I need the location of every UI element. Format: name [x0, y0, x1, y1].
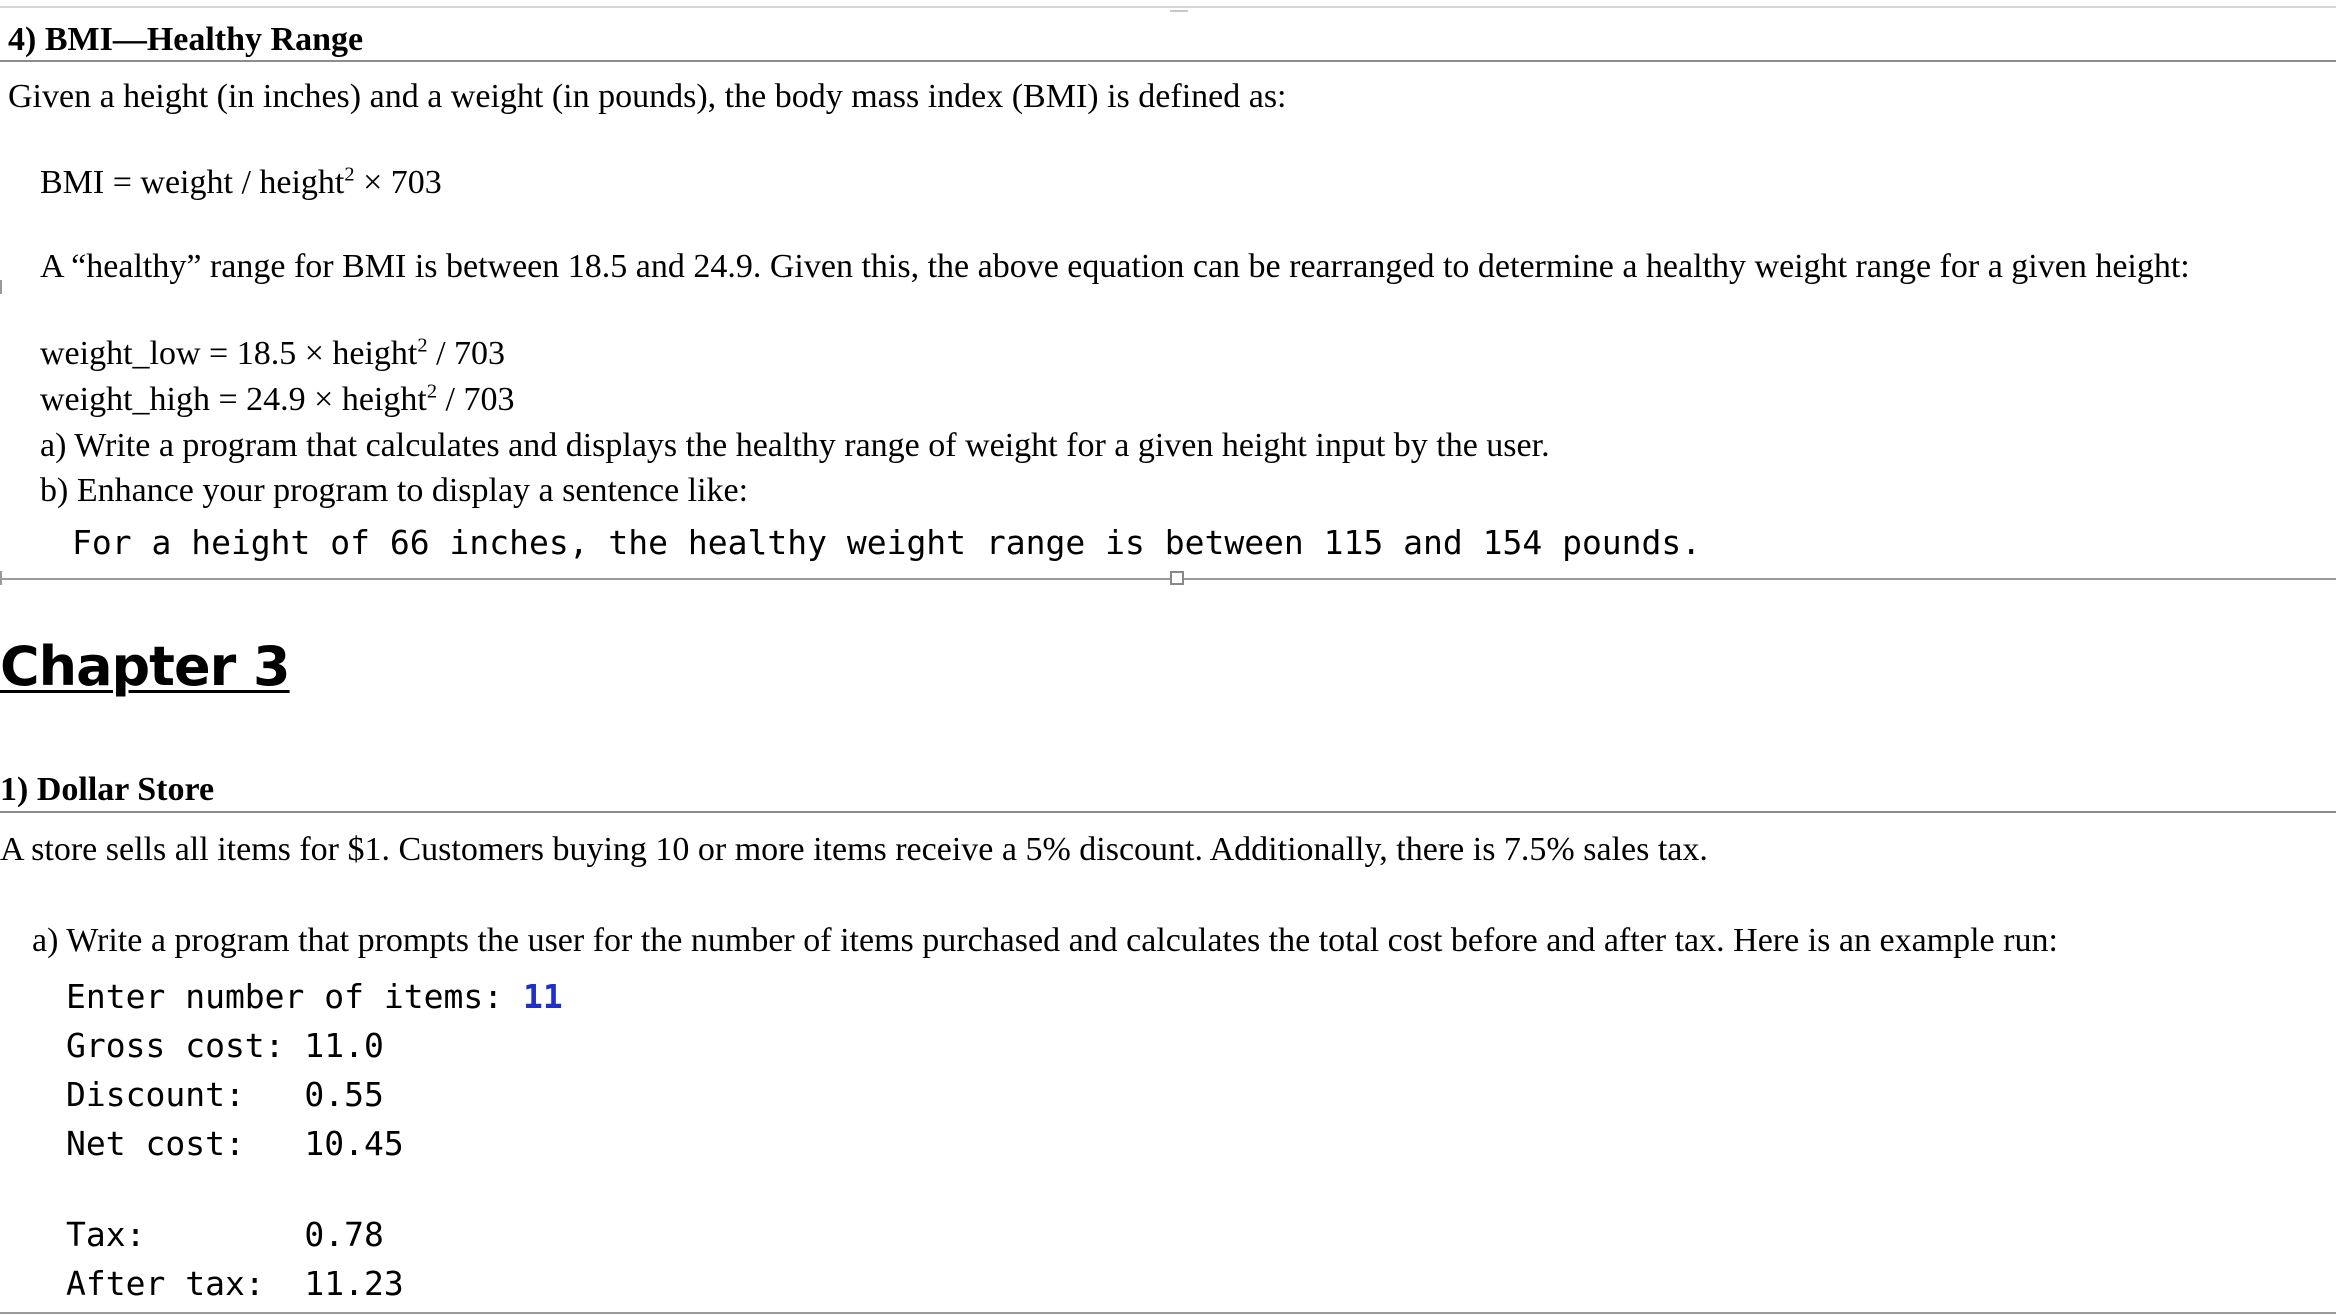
weight-low-lhs: weight_low = 18.5 × height: [40, 335, 418, 372]
run-tax-line: [66, 1215, 384, 1255]
weight-low-rhs: / 703: [427, 335, 506, 372]
after-tax-label: After tax:: [66, 1264, 305, 1303]
after-tax-value: 11.23: [304, 1264, 404, 1303]
section-heading-bmi: 4) BMI—Healthy Range: [8, 21, 364, 58]
section-heading-dollar-store: 1) Dollar Store: [0, 771, 215, 808]
run-discount-line: [66, 1075, 384, 1115]
net-label: Net cost:: [66, 1124, 305, 1163]
weight-low-formula: [40, 333, 505, 375]
run-user-input: 11: [522, 977, 563, 1016]
dollar-store-intro: A store sells all items for $1. Customers buying 10 or more items receive a 5% discount. Additionally, there is 7.5% sales tax.: [0, 831, 1708, 868]
weight-high-rhs: / 703: [437, 381, 515, 418]
bmi-formula-exponent: 2: [344, 163, 355, 186]
weight-low-exponent: 2: [417, 334, 428, 357]
discount-label: Discount:: [66, 1075, 305, 1114]
divider-left-tick: [0, 571, 2, 585]
bmi-part-a: a) Write a program that calculates and displays the healthy range of weight for a given height input by the user.: [40, 427, 1550, 464]
run-gross-line: [66, 1026, 384, 1066]
tax-value: 0.78: [304, 1215, 384, 1254]
left-margin-tick: [0, 280, 2, 294]
dollar-store-heading-rule: [0, 811, 2336, 813]
bmi-part-b: b) Enhance your program to display a sentence like:: [40, 472, 749, 509]
gross-label: Gross cost:: [66, 1026, 305, 1065]
section-heading-rule: [0, 60, 2336, 62]
tax-label: Tax:: [66, 1215, 305, 1254]
run-after-tax-line: [66, 1264, 404, 1304]
top-divider: [0, 6, 2336, 8]
run-net-line: [66, 1124, 404, 1164]
divider-resize-handle[interactable]: [1170, 571, 1184, 585]
bmi-intro-text: Given a height (in inches) and a weight (in pounds), the body mass index (BMI) is defined as:: [8, 78, 1287, 115]
run-prompt: Enter number of items:: [66, 977, 523, 1016]
bmi-formula-rhs: × 703: [354, 164, 442, 201]
discount-value: 0.55: [304, 1075, 384, 1114]
bmi-formula-lhs: BMI = weight / height: [40, 164, 345, 201]
bmi-formula: [40, 162, 442, 204]
bmi-example-output: For a height of 66 inches, the healthy weight range is between 115 and 154 pounds.: [72, 523, 1702, 562]
weight-high-formula: [40, 379, 514, 421]
chapter-title: Chapter 3: [0, 635, 290, 698]
section-bottom-divider: [0, 578, 2336, 580]
gross-value: 11.0: [304, 1026, 384, 1065]
page-bottom-divider: [0, 1312, 2336, 1314]
top-resize-handle[interactable]: [1170, 6, 1188, 12]
dollar-store-part-a: a) Write a program that prompts the user for the number of items purchased and calculates the total cost before and after tax. Here is an example run:: [32, 922, 2058, 959]
net-value: 10.45: [304, 1124, 404, 1163]
weight-high-exponent: 2: [426, 380, 438, 403]
healthy-range-text: A “healthy” range for BMI is between 18.5 and 24.9. Given this, the above equation can be rearranged to determine a healthy weight range for a given height:: [40, 248, 2190, 285]
weight-high-lhs: weight_high = 24.9 × height: [40, 381, 427, 418]
run-prompt-line: [66, 977, 563, 1017]
